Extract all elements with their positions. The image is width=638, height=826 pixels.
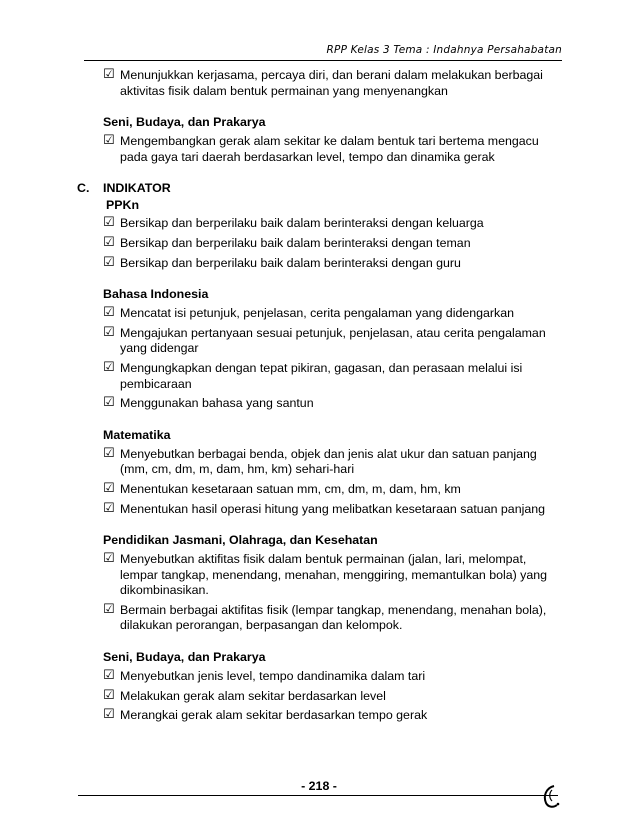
checkbox-checked-icon: ☑ — [103, 500, 115, 516]
page-number: - 218 - — [301, 779, 337, 793]
item-text: Melakukan gerak alam sekitar berdasarkan level — [120, 688, 386, 703]
checkbox-checked-icon: ☑ — [103, 234, 115, 250]
page-content — [0, 68, 638, 728]
list-item — [0, 216, 552, 232]
subject-heading-ppkn: PPKn — [106, 198, 140, 213]
checkbox-checked-icon: ☑ — [103, 601, 115, 617]
item-text: Menentukan hasil operasi hitung yang melibatkan kesetaraan satuan panjang — [120, 501, 546, 516]
checkbox-checked-icon: ☑ — [103, 324, 115, 340]
list-item — [0, 236, 552, 252]
subject-heading-pjok: Pendidikan Jasmani, Olahraga, dan Kesehatan — [103, 533, 378, 548]
running-header: RPP Kelas 3 Tema : Indahnya Persahabatan — [326, 44, 562, 56]
list-item — [0, 306, 552, 322]
list-item — [0, 256, 552, 272]
item-text: Mencatat isi petunjuk, penjelasan, cerita pengalaman yang didengarkan — [120, 306, 515, 321]
header-rule — [84, 60, 562, 61]
top-list — [0, 68, 638, 99]
checkbox-checked-icon: ☑ — [103, 551, 115, 567]
item-text: Bersikap dan berperilaku baik dalam berinteraksi dengan guru — [120, 255, 461, 270]
item-text: Bermain berbagai aktifitas fisik (lempar tangkap, menendang, menahan bola), dilakukan perorangan, berpasangan dan kelompok. — [120, 602, 547, 633]
checkbox-checked-icon: ☑ — [103, 480, 115, 496]
list-item — [0, 68, 552, 99]
item-text: Menunjukkan kerjasama, percaya diri, dan berani dalam melakukan berbagai aktivitas fisik dalam bentuk permainan yang menyenangkan — [120, 68, 543, 98]
footer-rule — [78, 795, 558, 796]
list-item — [0, 134, 552, 165]
checkbox-checked-icon: ☑ — [103, 668, 115, 684]
checkbox-checked-icon: ☑ — [103, 215, 115, 231]
checkbox-checked-icon: ☑ — [103, 359, 115, 375]
checkbox-checked-icon: ☑ — [103, 707, 115, 723]
list-item — [0, 552, 552, 599]
list-item — [0, 361, 552, 392]
checkbox-checked-icon: ☑ — [103, 67, 115, 82]
item-text: Bersikap dan berperilaku baik dalam berinteraksi dengan teman — [120, 235, 471, 250]
checkbox-checked-icon: ☑ — [103, 395, 115, 411]
list-item — [0, 326, 552, 357]
item-text: Mengembangkan gerak alam sekitar ke dalam bentuk tari bertema mengacu pada gaya tari daerah berdasarkan level, tempo dan dinamika gerak — [120, 134, 539, 164]
list-item — [0, 603, 552, 634]
item-text: Menentukan kesetaraan satuan mm, cm, dm, m, dam, hm, km — [120, 481, 461, 496]
checkbox-checked-icon: ☑ — [103, 305, 115, 321]
item-text: Menggunakan bahasa yang santun — [120, 396, 314, 411]
list-item — [0, 396, 552, 412]
item-text: Merangkai gerak alam sekitar berdasarkan tempo gerak — [120, 708, 428, 723]
item-text: Menyebutkan berbagai benda, objek dan jenis alat ukur dan satuan panjang (mm, cm, dm, m, dam, hm, km) sehari-hari — [120, 446, 537, 477]
subject-heading-matematika: Matematika — [103, 427, 171, 442]
item-text: Mengungkapkan dengan tepat pikiran, gagasan, dan perasaan melalui isi pembicaraan — [120, 360, 523, 391]
list-item — [0, 482, 552, 498]
list-item — [0, 708, 552, 724]
section-heading-c — [0, 181, 638, 196]
checkbox-checked-icon: ☑ — [103, 445, 115, 461]
item-text: Mengajukan pertanyaan sesuai petunjuk, penjelasan, atau cerita pengalaman yang didengar — [120, 325, 546, 356]
publisher-logo-icon — [540, 782, 562, 810]
section-letter: C. — [77, 181, 90, 196]
checkbox-checked-icon: ☑ — [103, 133, 115, 149]
list-item — [0, 447, 552, 478]
subject-heading-sbdp-top: Seni, Budaya, dan Prakarya — [103, 115, 266, 130]
list-item — [0, 502, 552, 518]
list-item — [0, 689, 552, 705]
checkbox-checked-icon: ☑ — [103, 687, 115, 703]
checkbox-checked-icon: ☑ — [103, 254, 115, 270]
list-item — [0, 669, 552, 685]
item-text: Menyebutkan aktifitas fisik dalam bentuk permainan (jalan, lari, melompat, lempar tangkap, menendang, menahan, menggiring, memantulkan bola) yang dikombinasikan. — [120, 552, 548, 598]
subject-heading-sbdp: Seni, Budaya, dan Prakarya — [103, 650, 266, 665]
item-text: Bersikap dan berperilaku baik dalam berinteraksi dengan keluarga — [120, 216, 484, 231]
item-text: Menyebutkan jenis level, tempo dandinamika dalam tari — [120, 669, 426, 684]
section-title: INDIKATOR — [103, 181, 171, 196]
subject-heading-bahasa: Bahasa Indonesia — [103, 287, 209, 302]
